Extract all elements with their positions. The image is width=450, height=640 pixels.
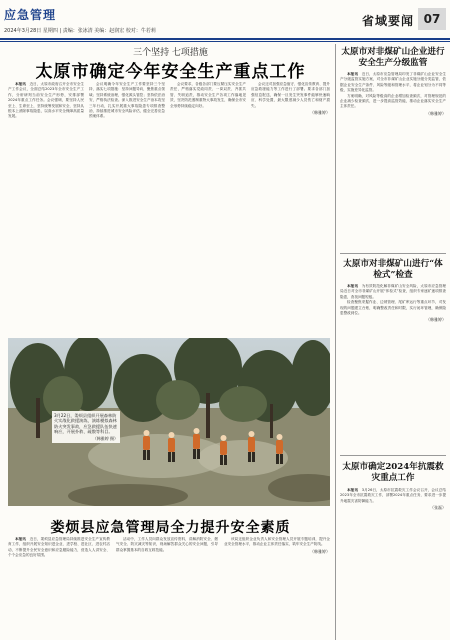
bottom-column-1 [8,537,110,637]
main-column-4 [251,82,330,334]
main-paragraph: 会议要求，各级各部门要压紧压实安全生产责任，严格落实党政同责、一岗双责、齐抓共管、失职追责，推动安全生产各项工作落地见效，坚决防范遏制重特大事故发生，确保全市安全形势持续稳定向好。 [170,82,246,108]
main-kicker: 三个坚持 七项措施 [133,48,208,58]
main-column-1 [8,82,84,334]
photo-caption [52,411,120,443]
main-column-2 [89,82,165,334]
header-rule [0,38,450,40]
page-number: 07 [418,8,446,30]
side-article-2-title: 太原市对非煤矿山进行“体检式”检查 [343,259,443,280]
side-article-2-dateline: 本报讯 [347,284,359,288]
side-paragraph: 为有效防范化解非煤矿山安全风险，太原市应急管理局近日对全市非煤矿山开展“体检式”检查，组织专家逐矿逐项排查隐患，查找问题短板。 [340,284,446,299]
bottom-column-3 [224,537,330,637]
main-paragraph: 会议明确今年安全生产工作要坚持三个坚持，落实七项措施：坚持问题导向，聚焦重点领域；坚持系统治理，强化源头管控；坚持依法治安，严格执法检查。深入推进安全生产治本攻坚三年行动，扎实开展重大事故隐患专项排查整治，持续推进城市安全风险评估，健全完善应急预案体系。 [89,82,165,119]
side-article-3-body [340,488,446,636]
bottom-paragraph: 近日，娄烦县应急管理局持续推进安全生产宣传教育工作，组织开展安全知识进企业、进学校、进社区、进农村活动，不断提升全民安全意识和应急避险能力，营造人人讲安全、个个会应急的良好氛围。 [8,537,110,558]
photo-byline: （韩雅婷 摄） [92,435,118,441]
side-paragraph: 检查聚焦采掘作业、边坡管理、尾矿库运行等重点环节，对发现的问题建立台账，明确整改责任和时限，实行闭环管理，确保隐患整改到位。 [340,300,446,316]
header-rule-thin [0,41,450,42]
side-article-1-body [340,72,446,248]
bottom-paragraph: 活动中，工作人员向群众发放宣传资料，讲解消防安全、燃气安全、防灾减灾等知识，现场解答群众关心的安全问题，引导群众掌握基本的自救互救技能。 [116,537,218,552]
main-paragraph: 会议还对加强应急值守、强化宣传教育、提升应急救援能力等工作进行了部署。要求各部门加强信息报送，确保一旦发生突发事件能够快速响应、科学处置，最大限度减少人员伤亡和财产损失。 [251,82,330,108]
main-dateline: 本报讯 [15,82,26,86]
bottom-dateline: 本报讯 [15,537,26,541]
side-paragraph: 近日，太原市应急管理局印发了非煤矿山企业安全生产分级监管实施方案，对全市非煤矿山企业实施分级分类监管，依据企业安全生产条件、风险等级和管理水平，将企业划分为不同等级，实施差异化监管。 [340,72,446,93]
bottom-byline: （韩雅婷） [310,548,330,554]
main-headline: 太原市确定今年安全生产重点工作 [35,62,306,82]
column-divider [335,44,336,640]
side-article-2-byline: （韩雅婷） [426,317,446,323]
side-article-2-body [340,284,446,448]
page-header [0,0,450,46]
side-divider [340,455,446,456]
side-article-3-dateline: 本报讯 [347,488,359,492]
side-article-3-byline: （张磊） [430,505,446,511]
side-paragraph: 3月26日，太原市抗震救灾工作会议召开，会议总结2023年全市抗震救灾工作，部署2024年重点任务，要求进一步提升地震灾害防御能力。 [340,488,446,503]
side-divider [340,253,446,254]
main-paragraph: 近日，太原市政府召开全市安全生产工作会议，全面总结2023年全市安全生产工作，分析研判当前安全生产形势，安排部署2024年重点工作任务。会议强调，要坚持人民至上、生命至上，坚持统筹发展和安全，坚持从根本上消除事故隐患，以高水平安全保障高质量发展。 [8,82,84,119]
side-article-3-title: 太原市确定2024年抗震救灾重点工作 [342,462,444,483]
issue-meta: 2024年3月28日 星期四 | 责编：张冰清 美编：赵润宏 校对：牛若莉 [4,28,156,34]
bottom-paragraph: 该局还组织企业负责人和安全管理人员开展专题培训，提升企业安全管理水平，推动企业主体责任落实，筑牢安全生产防线。 [224,537,330,547]
side-article-1-title: 太原市对非煤矿山企业进行安全生产分级监管 [341,47,445,68]
side-article-1-dateline: 本报讯 [347,72,359,76]
section-name: 应急管理 [4,8,57,22]
bottom-headline: 娄烦县应急管理局全力提升安全素质 [50,520,291,536]
side-article-1-byline: （韩雅婷） [426,110,446,116]
side-paragraph: 方案明确，对风险等级高的企业增加检查频次，对管理规范的企业减少检查频次，进一步提高监管效能，推动企业落实安全生产主体责任。 [340,93,446,109]
main-column-3 [170,82,246,334]
bottom-column-2 [116,537,218,637]
photo-caption-text: 3月22日，娄烦县组织开展森林防火实战化救援演练，演练模拟森林防火突发事故，应急救援队伍快速响应，开展扑救、疏散等科目。 [54,413,117,435]
main-byline: （韩雅婷） [310,110,330,116]
page-label: 省域要闻 [361,14,414,28]
